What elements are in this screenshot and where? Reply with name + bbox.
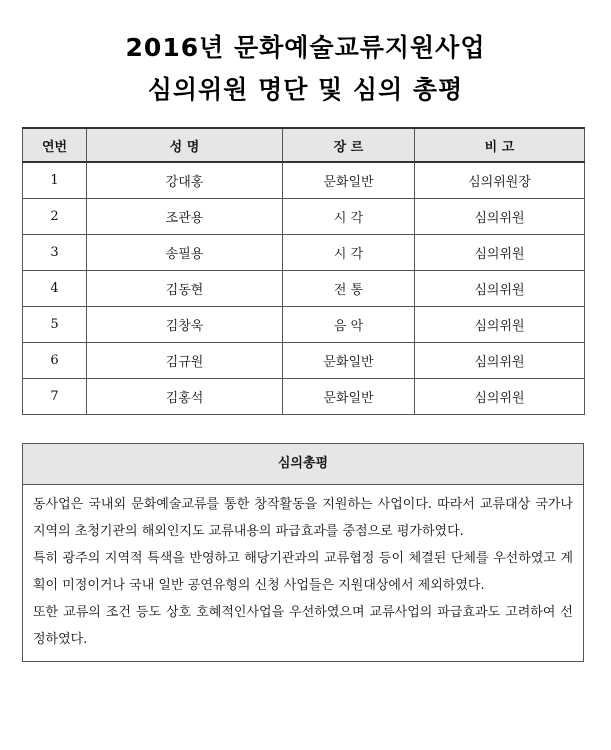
table-header-row bbox=[23, 128, 585, 162]
cell-note: 심의위원 bbox=[415, 342, 585, 378]
cell-name: 김창욱 bbox=[87, 306, 283, 342]
review-box bbox=[22, 443, 584, 662]
review-paragraph: 또한 교류의 조건 등도 상호 호혜적인사업을 우선하였으며 교류사업의 파급효과도 고려하여 선정하였다. bbox=[33, 605, 573, 647]
cell-number: 7 bbox=[23, 378, 87, 414]
cell-genre: 전 통 bbox=[283, 270, 415, 306]
header-note: 비 고 bbox=[415, 128, 585, 162]
table-row bbox=[23, 378, 585, 414]
cell-name: 송필용 bbox=[87, 234, 283, 270]
cell-number: 2 bbox=[23, 198, 87, 234]
cell-name: 김동현 bbox=[87, 270, 283, 306]
cell-genre: 문화일반 bbox=[283, 162, 415, 198]
cell-number: 4 bbox=[23, 270, 87, 306]
cell-note: 심의위원 bbox=[415, 306, 585, 342]
table-row bbox=[23, 162, 585, 198]
header-number: 연번 bbox=[23, 128, 87, 162]
committee-table bbox=[22, 127, 585, 415]
table-row bbox=[23, 270, 585, 306]
review-paragraph: 동사업은 국내외 문화예술교류를 통한 창작활동을 지원하는 사업이다. 따라서 교류대상 국가나 지역의 초청기관의 해외인지도 교류내용의 파급효과를 중점으로 평가하였다. bbox=[33, 497, 573, 539]
cell-number: 3 bbox=[23, 234, 87, 270]
cell-name: 조관용 bbox=[87, 198, 283, 234]
cell-number: 1 bbox=[23, 162, 87, 198]
cell-genre: 시 각 bbox=[283, 234, 415, 270]
cell-genre: 시 각 bbox=[283, 198, 415, 234]
table-row bbox=[23, 234, 585, 270]
cell-note: 심의위원장 bbox=[415, 162, 585, 198]
cell-number: 6 bbox=[23, 342, 87, 378]
cell-name: 강대홍 bbox=[87, 162, 283, 198]
cell-genre: 음 악 bbox=[283, 306, 415, 342]
cell-genre: 문화일반 bbox=[283, 378, 415, 414]
cell-note: 심의위원 bbox=[415, 198, 585, 234]
table-row bbox=[23, 198, 585, 234]
cell-name: 김규원 bbox=[87, 342, 283, 378]
cell-note: 심의위원 bbox=[415, 270, 585, 306]
cell-number: 5 bbox=[23, 306, 87, 342]
table-row bbox=[23, 306, 585, 342]
table-row bbox=[23, 342, 585, 378]
page-title-line1: 2016년 문화예술교류지원사업 bbox=[125, 33, 486, 62]
review-body bbox=[23, 485, 583, 661]
page-title-line2: 심의위원 명단 및 심의 총평 bbox=[147, 75, 464, 104]
header-genre: 장 르 bbox=[283, 128, 415, 162]
header-name: 성 명 bbox=[87, 128, 283, 162]
review-heading: 심의총평 bbox=[23, 444, 583, 485]
review-paragraph: 특히 광주의 지역적 특색을 반영하고 해당기관과의 교류협정 등이 체결된 단체를 우선하였고 계획이 미정이거나 국내 일반 공연유형의 신청 사업들은 지원대상에서 제외하였다. bbox=[33, 551, 573, 593]
cell-name: 김홍석 bbox=[87, 378, 283, 414]
cell-note: 심의위원 bbox=[415, 378, 585, 414]
cell-genre: 문화일반 bbox=[283, 342, 415, 378]
cell-note: 심의위원 bbox=[415, 234, 585, 270]
